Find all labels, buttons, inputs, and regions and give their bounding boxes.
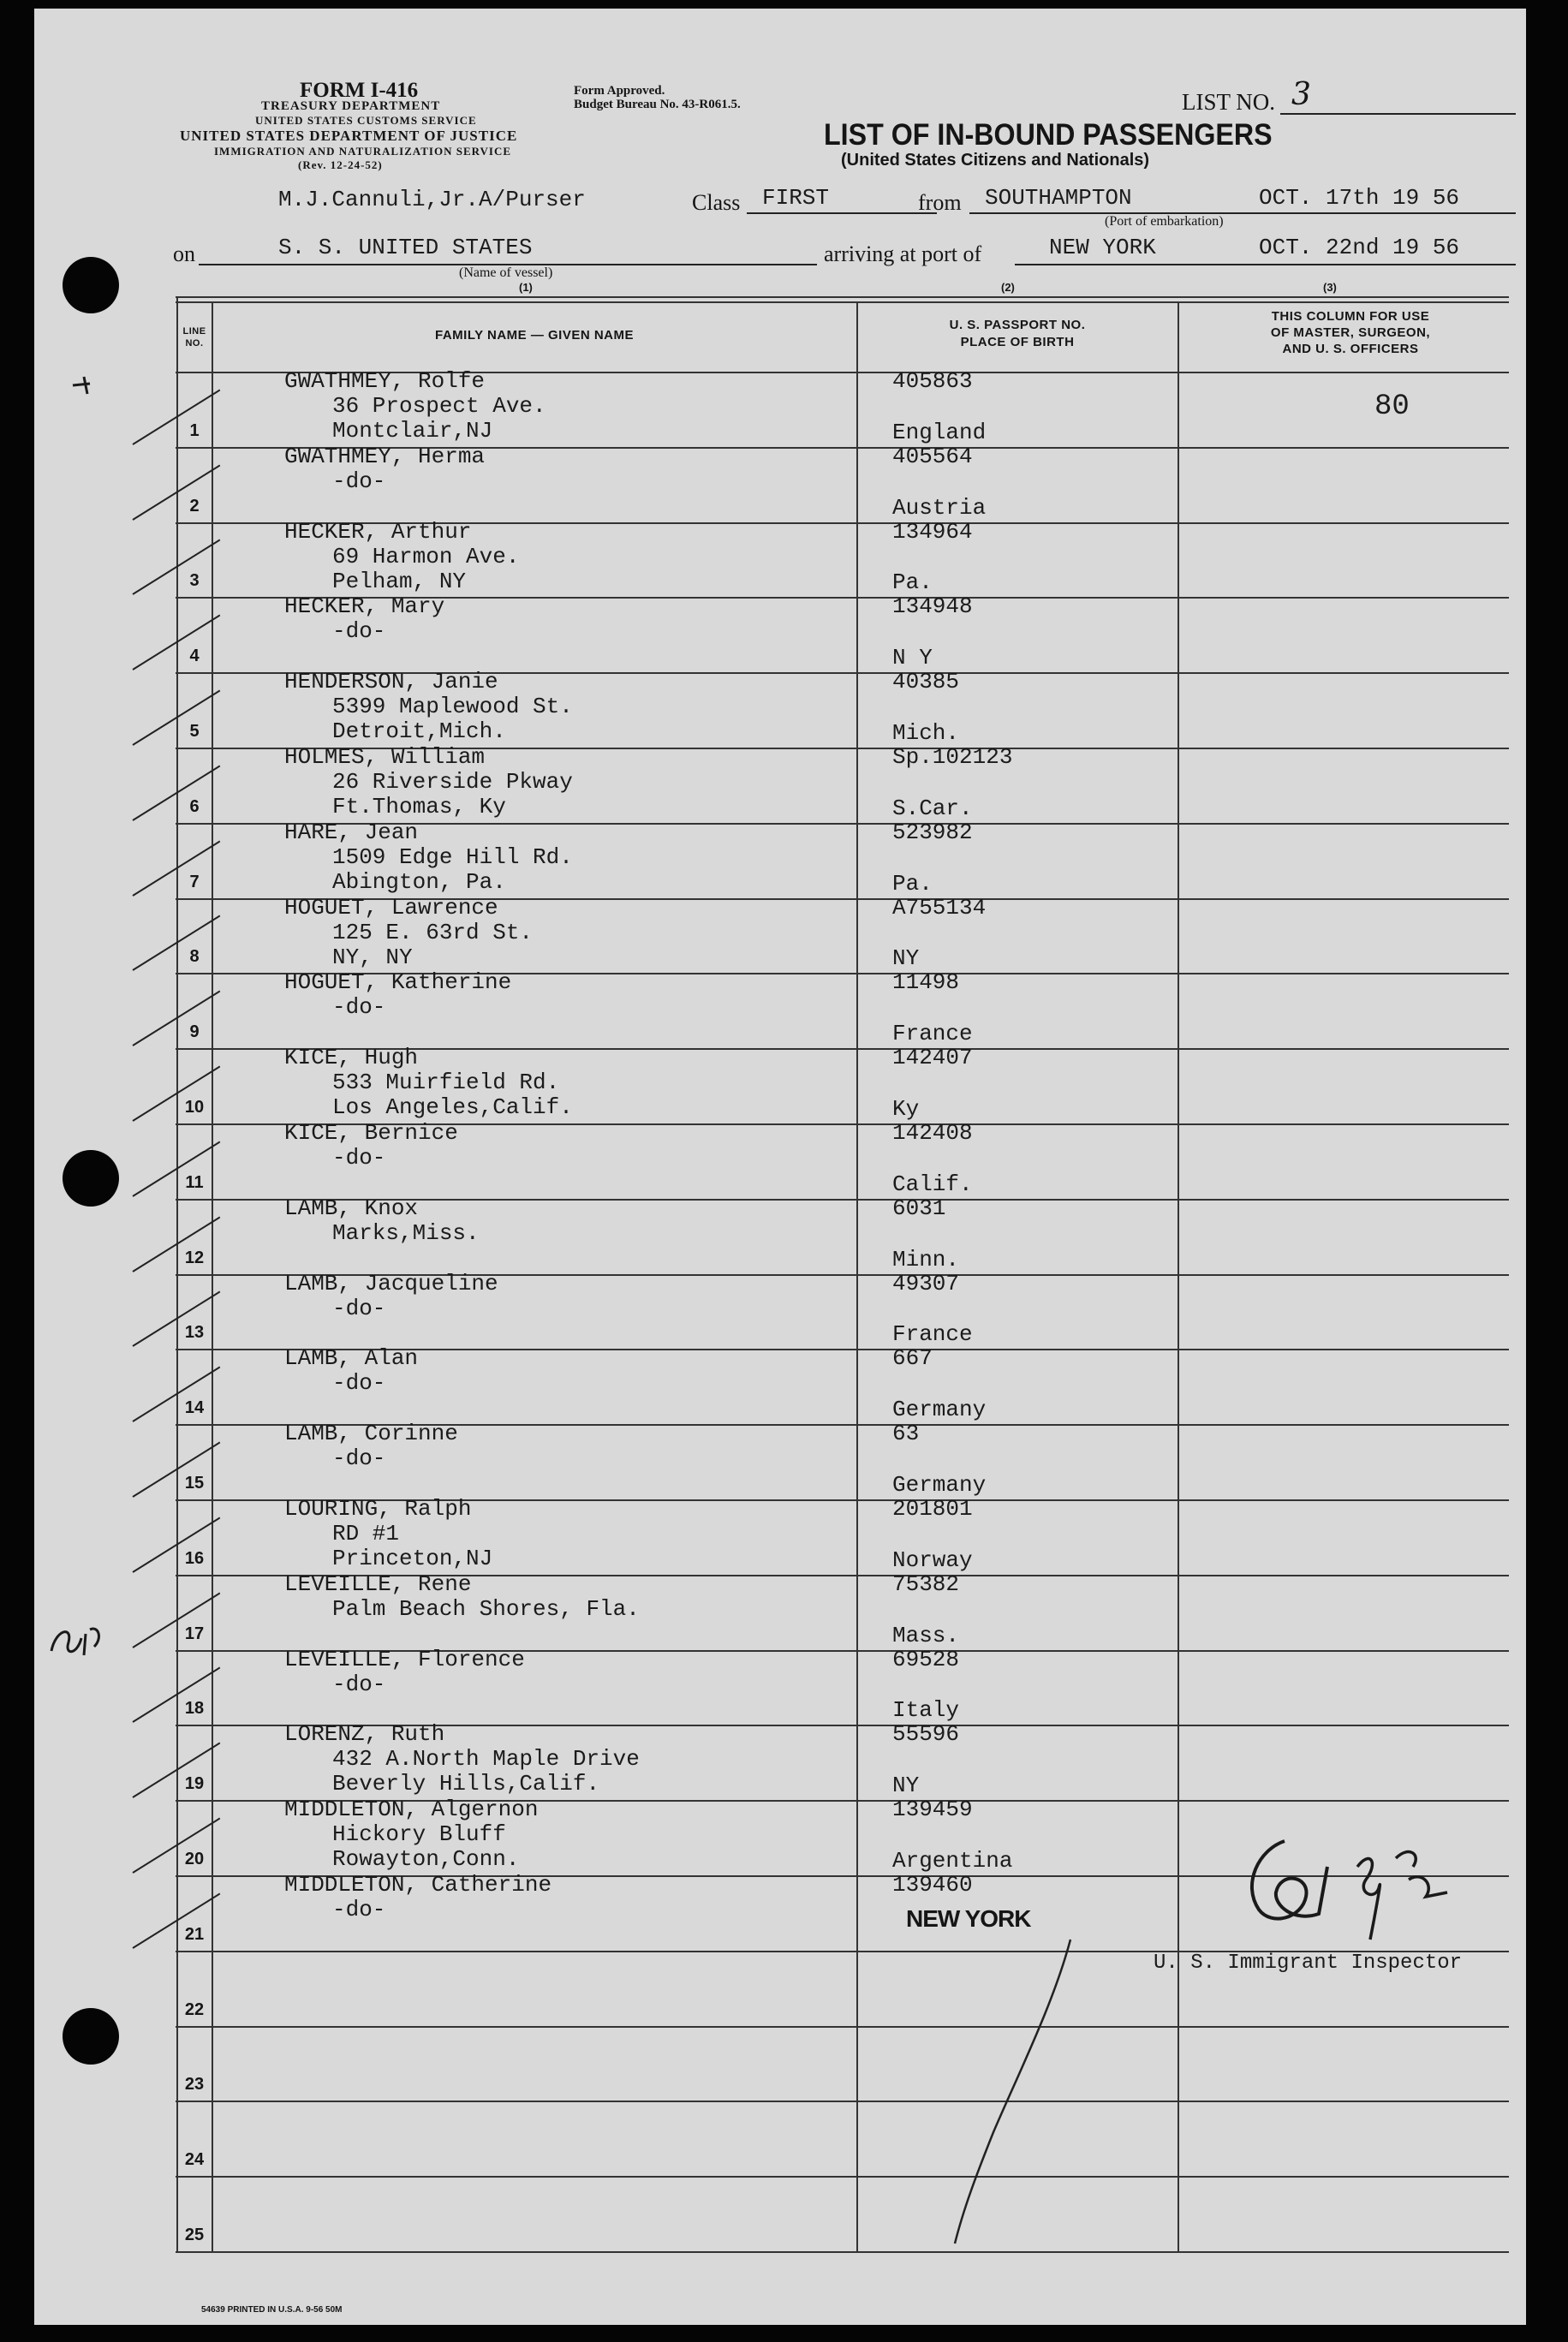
punch-hole [63,257,119,313]
passenger-name: LEVEILLE, Rene [284,1570,472,1597]
row-divider [176,2101,1509,2102]
dept-line-4: IMMIGRATION AND NATURALIZATION SERVICE [214,145,512,158]
row-line-number: 4 [189,647,200,666]
place-of-birth: Pa. [892,870,933,897]
port-of-embarkation: SOUTHAMPTON [985,185,1132,211]
arrival-port: NEW YORK [1049,235,1156,260]
row-line-number: 22 [184,1999,205,2019]
place-of-birth: Austria [892,494,987,521]
passport-number: 523982 [892,819,973,845]
passenger-name: LAMB, Alan [284,1345,419,1372]
passport-number: 75382 [892,1570,960,1597]
passenger-address-line: 5399 Maplewood St. [332,694,573,720]
passport-number: 405564 [892,443,973,469]
passenger-address-line: 432 A.North Maple Drive [332,1746,640,1773]
class-value: FIRST [762,185,830,211]
passenger-address-line: 125 E. 63rd St. [332,919,534,945]
place-of-birth: France [892,1321,973,1348]
passport-number: 142407 [892,1045,973,1071]
list-number: 3 [1291,77,1311,112]
passport-number: Sp.102123 [892,744,1013,770]
header-officers: THIS COLUMN FOR USE OF MASTER, SURGEON, AND U. S. OFFICERS [1270,309,1431,356]
place-of-birth: France [892,1021,973,1047]
margin-mark [69,368,103,402]
passenger-address-line: Princeton,NJ [332,1546,493,1571]
row-line-number: 8 [189,947,200,967]
header-passport: U. S. PASSPORT NO. PLACE OF BIRTH [949,318,1086,349]
vessel-name: S. S. UNITED STATES [278,235,533,260]
passenger-name: KICE, Bernice [284,1120,458,1146]
place-of-birth: Ky [892,1096,920,1122]
row-line-number: 9 [189,1022,200,1042]
inspector-signature [1207,1815,1524,1944]
row-line-number: 13 [184,1323,205,1343]
inspector-label: U. S. Immigrant Inspector [1154,1952,1463,1975]
page-subtitle: (United States Citizens and Nationals) [841,151,1150,170]
row-line-number: 21 [184,1924,205,1944]
passenger-address-line: Palm Beach Shores, Fla. [332,1595,640,1622]
passenger-name: HOGUET, Lawrence [284,894,498,921]
passenger-address-line: Hickory Bluff [332,1821,506,1848]
passenger-name: LORENZ, Ruth [284,1721,445,1748]
port-stamp: NEW YORK [906,1905,1031,1932]
row-divider [176,2026,1509,2028]
passenger-address-line: -do- [332,618,386,645]
margin-initials [43,1617,111,1668]
place-of-birth: Italy [892,1697,960,1724]
passport-number: 11498 [892,969,960,996]
row-line-number: 24 [184,2150,205,2170]
port-caption: (Port of embarkation) [1105,214,1224,229]
passport-number: 134964 [892,518,973,545]
header-name: FAMILY NAME — GIVEN NAME [434,328,635,343]
punch-hole [63,1150,119,1207]
place-of-birth: England [892,419,987,445]
row-line-number: 10 [184,1098,205,1117]
row-line-number: 20 [184,1850,205,1868]
passenger-name: GWATHMEY, Rolfe [284,368,486,394]
passenger-address-line: Rowayton,Conn. [332,1846,520,1873]
row-line-number: 3 [189,571,200,591]
passport-number: 55596 [892,1721,960,1748]
passport-number: 6031 [892,1195,946,1221]
col-number-2: (2) [1001,281,1015,294]
place-of-birth: Germany [892,1397,987,1423]
passenger-name: KICE, Hugh [284,1045,419,1071]
row-line-number: 5 [189,722,200,741]
place-of-birth: N Y [892,645,933,671]
passenger-address-line: RD #1 [332,1521,400,1546]
passenger-address-line: 26 Riverside Pkway [332,769,573,795]
row-line-number: 15 [184,1474,205,1493]
print-footer: 54639 PRINTED IN U.S.A. 9-56 50M [201,2305,343,2315]
passenger-address-line: -do- [332,1897,386,1922]
row-line-number: 2 [189,496,200,515]
passenger-name: HENDERSON, Janie [284,669,498,695]
row-line-number: 14 [184,1398,205,1418]
passenger-name: MIDDLETON, Algernon [284,1797,539,1823]
passport-number: 69528 [892,1646,960,1672]
passenger-address-line: -do- [332,994,386,1021]
passenger-address-line: -do- [332,1671,386,1697]
passenger-address-line: Ft.Thomas, Ky [332,794,506,819]
place-of-birth: NY [892,1773,920,1799]
passport-number: 139459 [892,1797,973,1823]
arrival-date: OCT. 22nd 19 56 [1259,235,1460,260]
passenger-address-line: -do- [332,1295,386,1321]
vessel-caption: (Name of vessel) [459,265,553,280]
passenger-name: LEVEILLE, Florence [284,1646,525,1672]
on-label: on [173,241,195,266]
passport-number: 63 [892,1421,920,1447]
budget-bureau: Budget Bureau No. 43-R061.5. [574,98,741,111]
place-of-birth: NY [892,945,920,972]
passenger-name: HECKER, Mary [284,593,445,620]
officer-note: 80 [1374,390,1410,423]
passenger-name: HOLMES, William [284,744,486,770]
row-line-number: 19 [184,1774,205,1794]
passenger-name: HARE, Jean [284,819,419,845]
place-of-birth: Calif. [892,1171,973,1197]
passenger-address-line: Detroit,Mich. [332,718,506,745]
passenger-address-line: 69 Harmon Ave. [332,543,520,569]
purser-signature: M.J.Cannuli,Jr.A/Purser [278,187,586,212]
passenger-address-line: 533 Muirfield Rd. [332,1070,560,1096]
place-of-birth: Argentina [892,1848,1013,1874]
pen-stroke [925,1935,1079,2252]
list-label: LIST NO. [1182,89,1276,115]
passenger-address-line: Beverly Hills,Calif. [332,1771,600,1797]
passenger-address-line: Montclair,NJ [332,418,493,444]
punch-hole [63,2008,119,2065]
passenger-name: GWATHMEY, Herma [284,443,486,469]
row-divider [176,2251,1509,2253]
passport-number: 49307 [892,1270,960,1296]
place-of-birth: Norway [892,1546,973,1573]
passenger-name: HOGUET, Katherine [284,969,512,996]
passport-number: 134948 [892,593,973,620]
dept-line-2: UNITED STATES CUSTOMS SERVICE [255,114,477,127]
passenger-address-line: NY, NY [332,944,413,970]
place-of-birth: Minn. [892,1246,960,1272]
place-of-birth: Pa. [892,569,933,596]
passenger-name: HECKER, Arthur [284,518,472,545]
row-line-number: 6 [189,796,200,816]
passenger-address-line: Pelham, NY [332,568,467,594]
passenger-name: LAMB, Jacqueline [284,1270,498,1296]
row-line-number: 1 [189,420,200,440]
row-line-number: 18 [184,1699,205,1719]
passenger-name: LAMB, Knox [284,1195,419,1221]
row-line-number: 7 [189,872,200,891]
passport-number: 139460 [892,1872,973,1898]
passenger-address-line: 36 Prospect Ave. [332,393,546,419]
class-label: Class [692,190,741,215]
header-line-no: LINE NO. [182,326,206,349]
passenger-address-line: Abington, Pa. [332,868,506,895]
manifest-sheet [34,9,1526,2325]
place-of-birth: Germany [892,1472,987,1498]
passport-number: 201801 [892,1496,973,1522]
row-line-number: 23 [184,2075,205,2095]
form-approved: Form Approved. [574,84,665,98]
passport-number: A755134 [892,894,987,921]
passport-number: 667 [892,1345,933,1372]
dept-line-1: TREASURY DEPARTMENT [261,99,441,113]
embark-date: OCT. 17th 19 56 [1259,185,1460,211]
from-label: from [918,190,962,215]
col-number-1: (1) [519,281,533,294]
passport-number: 40385 [892,669,960,695]
dept-line-3: UNITED STATES DEPARTMENT OF JUSTICE [180,128,518,144]
passenger-address-line: -do- [332,1370,386,1397]
passenger-address-line: 1509 Edge Hill Rd. [332,843,573,870]
place-of-birth: Mass. [892,1622,960,1648]
place-of-birth: Mich. [892,720,960,746]
row-line-number: 12 [184,1248,205,1267]
passenger-name: LOURING, Ralph [284,1496,472,1522]
row-divider [176,2176,1509,2178]
passport-number: 405863 [892,368,973,394]
passport-number: 142408 [892,1120,973,1146]
row-line-number: 16 [184,1548,205,1568]
row-line-number: 25 [184,2226,205,2244]
passenger-name: MIDDLETON, Catherine [284,1872,552,1898]
passenger-address-line: Marks,Miss. [332,1219,480,1246]
dept-line-5: (Rev. 12-24-52) [298,158,383,171]
col-number-3: (3) [1323,281,1337,294]
passenger-address-line: -do- [332,468,386,494]
passenger-name: LAMB, Corinne [284,1421,458,1447]
place-of-birth: S.Car. [892,795,973,821]
form-number: FORM I-416 [300,79,419,102]
arriving-label: arriving at port of [824,241,982,266]
row-line-number: 11 [185,1172,204,1192]
page-title: LIST OF IN-BOUND PASSENGERS [824,118,1273,152]
row-line-number: 17 [184,1624,205,1643]
passenger-address-line: -do- [332,1145,386,1171]
passenger-address-line: Los Angeles,Calif. [332,1094,573,1121]
passenger-address-line: -do- [332,1445,386,1472]
